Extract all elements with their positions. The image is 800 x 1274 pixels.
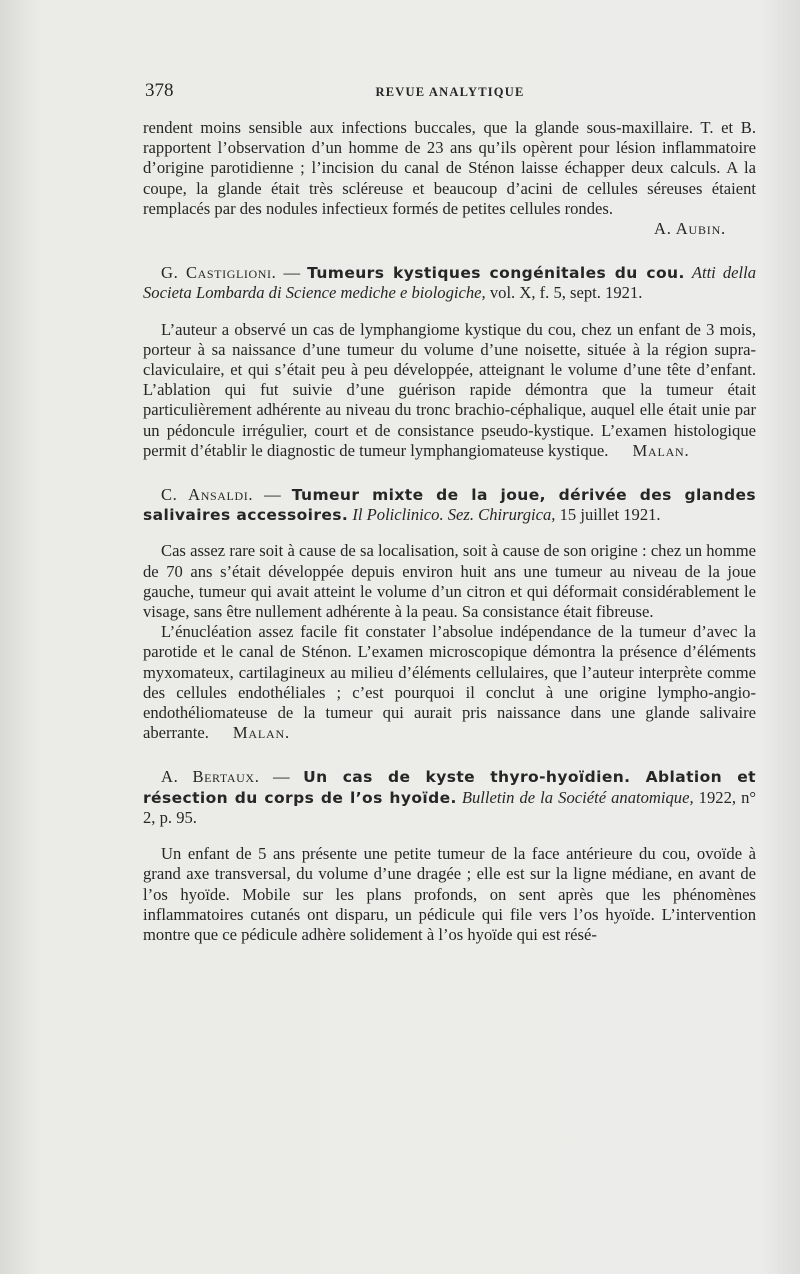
separator-dash: — (272, 767, 290, 787)
page-number: 378 (145, 80, 174, 101)
citation-details: vol. X, f. 5, sept. 1921. (489, 283, 643, 303)
journal-name: Bulletin de la Société anatomique, (461, 787, 694, 807)
separator-dash: — (264, 485, 281, 505)
citation-details: 15 juillet 1921. (559, 505, 661, 525)
abstract-paragraph: Cas assez rare soit à cause de sa localisation, soit à cause de son origine : chez un homme de 70 ans s’était développée depuis environ huit ans une tumeur au niveau de la joue gauche, tumeur qui avait atteint le volume d’un citron et qui déformait considérablement le visage, sans être nullement adhérente à la peau. Sa consistance était fibreuse. (143, 541, 756, 622)
abstract-paragraph (143, 622, 756, 743)
continuation-paragraph: rendent moins sensible aux infections buccales, que la glande sous-maxillaire. T. et B. rapportent l’observation d’un homme de 23 ans qu’ils opèrent pour lésion inflammatoire d’origine parotidienne ; l’incision du canal de Sténon laisse échapper deux calculs. A la coupe, la glande était très scléreuse et beaucoup d’acini de cellules séreuses étaient remplacés par des nodules infectieux formés de petites cellules rondes. (143, 118, 756, 218)
reviewer-signature: A. Aubin. (653, 219, 726, 239)
page-content (143, 118, 756, 945)
article-citation (143, 263, 756, 303)
article-title: Un cas de kyste thyro-hyoïdien. Ablation et résection du corps de l’os hyoïde. (143, 768, 756, 807)
article-citation (143, 485, 756, 525)
abstract-paragraph: Un enfant de 5 ans présente une petite tumeur de la face antérieure du cou, ovoïde à grand axe transversal, du volume d’une dragée ; elle est sur la ligne médiane, en avant de l’os hyoïde. Mobile sur les plans profonds, on sent après que les phénomènes inflammatoires cutanés ont disparu, un pédicule qui file vers l’os hyoïde. L’intervention montre que ce pédicule adhère solidement à l’os hyoïde qui est résé- (143, 844, 756, 944)
article-title: Tumeur mixte de la joue, dérivée des glandes salivaires accessoires. (143, 486, 757, 525)
reviewer-signature: Malan. (232, 723, 290, 743)
citation-details: 1922, n° 2, p. 95. (143, 787, 756, 827)
author-name: A. Bertaux. (161, 767, 260, 787)
journal-name: Il Policlinico. Sez. Chirurgica, (352, 505, 556, 525)
page-header (145, 80, 755, 104)
article-citation (143, 767, 756, 828)
abstract-text: L’auteur a observé un cas de lymphangiome kystique du cou, chez un enfant de 3 mois, porteur à sa naissance d’une tumeur du volume d’une noisette, située à la région supra-claviculaire, et qui s’était peu à peu développée, atteignant le volume d’une tête d’enfant. L’ablation qui fut suivie d’une guérison rapide démontra que la tumeur était particulièrement adhérente au niveau du tronc brachio-céphalique, auquel elle était unie par un pédoncule irrégulier, court et de consistance pseudo-kystique. L’examen histologique permit d’établir le diagnostic de tumeur lymphangiomateuse kystique. (143, 319, 756, 460)
abstract-text: L’énucléation assez facile fit constater l’absolue indépendance de la tumeur d’avec la parotide et le canal de Sténon. L’examen microscopique démontra la présence d’éléments myxomateux, cartilagineux au milieu d’éléments cellulaires, que l’auteur interprète comme des cellules endothéliales ; c’est pourquoi il conclut à une origine lympho-angio-endothéliomateuse de la tumeur qui aurait pris naissance dans une glande salivaire aberrante. (143, 622, 756, 743)
reviewer-signature: Malan. (632, 440, 690, 460)
abstract-paragraph (143, 320, 756, 461)
journal-name: Atti della Societa Lombarda di Science mediche e biologiche, (143, 263, 757, 303)
running-title: REVUE ANALYTIQUE (375, 85, 525, 99)
author-name: G. Castiglioni. (161, 263, 277, 283)
author-name: C. Ansaldi. (161, 485, 254, 505)
separator-dash: — (283, 263, 301, 283)
article-title: Tumeurs kystiques congénitales du cou. (307, 264, 685, 283)
